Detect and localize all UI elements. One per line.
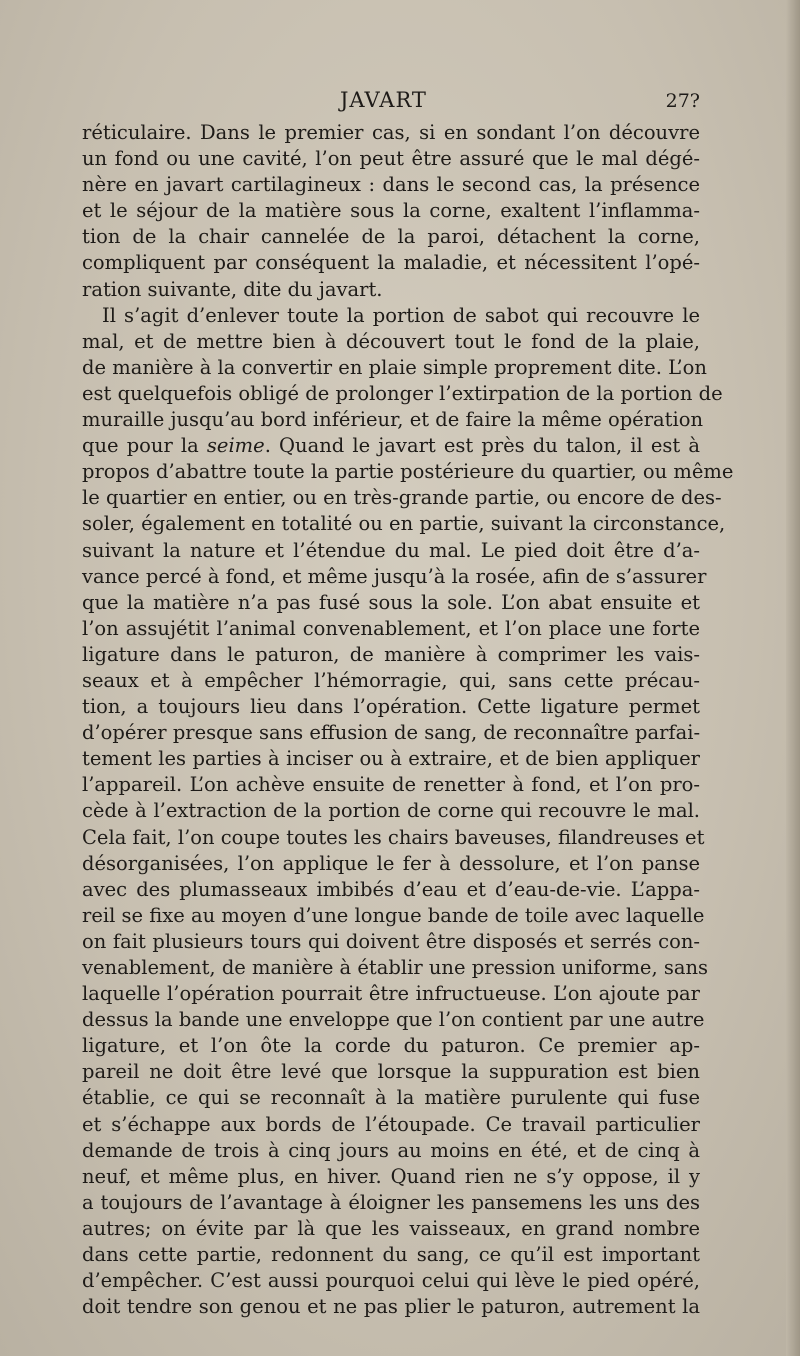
text-line: tion, a toujours lieu dans l’opération. Cette ligature permet [82, 695, 700, 719]
text-line: tion de la chair cannelée de la paroi, détachent la corne, [82, 225, 700, 249]
body-text [82, 120, 734, 1320]
text-line: neuf, et même plus, en hiver. Quand rien ne s’y oppose, il y [82, 1164, 700, 1188]
text-line: dans cette partie, redonnent du sang, ce qu’il est important [82, 1243, 700, 1267]
text-line: un fond ou une cavité, l’on peut être assuré que le mal dégé- [82, 147, 700, 171]
text-line: reil se fixe au moyen d’une longue bande de toile avec laquelle [82, 903, 705, 927]
page-number: 27? [665, 90, 700, 112]
text-line: Il s’agit d’enlever toute la portion de sabot qui recouvre le [102, 303, 700, 327]
text-line: propos d’abattre toute la partie postérieure du quartier, ou même [82, 460, 734, 484]
text-line: on fait plusieurs tours qui doivent être disposés et serrés con- [82, 929, 700, 953]
page-edge [786, 0, 800, 1356]
text-line: tement les parties à inciser ou à extraire, et de bien appliquer [82, 747, 700, 771]
text-line: l’on assujétit l’animal convenablement, et l’on place une forte [82, 616, 700, 640]
text-line: avec des plumasseaux imbibés d’eau et d’eau-de-vie. L’appa- [82, 877, 700, 901]
text-line: soler, également en totalité ou en partie, suivant la circonstance, [82, 512, 726, 536]
text-line: doit tendre son genou et ne pas plier le paturon, autrement la [82, 1295, 700, 1319]
text-line: de manière à la convertir en plaie simple proprement dite. L’on [82, 355, 707, 379]
text-line: pareil ne doit être levé que lorsque la suppuration est bien [82, 1060, 700, 1084]
text-line: venablement, de manière à établir une pression uniforme, sans [82, 956, 709, 979]
text-line: laquelle l’opération pourrait être infructueuse. L’on ajoute par [82, 982, 700, 1006]
text-line: demande de trois à cinq jours au moins en été, et de cinq à [82, 1138, 700, 1162]
text-line: compliquent par conséquent la maladie, et nécessitent l’opé- [82, 251, 700, 275]
text-line: ligature, et l’on ôte la corde du paturon. Ce premier ap- [82, 1034, 700, 1058]
running-head [82, 88, 700, 120]
text-line: seaux et à empêcher l’hémorragie, qui, sans cette précau- [82, 668, 700, 692]
text-line: établie, ce qui se reconnaît à la matière purulente qui fuse [82, 1086, 700, 1110]
text-line: ligature dans le paturon, de manière à comprimer les vais- [82, 642, 700, 666]
text-line: nère en javart cartilagineux : dans le second cas, la présence [82, 173, 700, 197]
text-line: Cela fait, l’on coupe toutes les chairs baveuses, filandreuses et [82, 825, 705, 849]
text-line: d’empêcher. C’est aussi pourquoi celui qui lève le pied opéré, [82, 1269, 700, 1293]
paragraph-1 [82, 120, 700, 303]
book-page [82, 88, 734, 1320]
running-title: JAVART [340, 88, 427, 112]
text-line: d’opérer presque sans effusion de sang, de reconnaître parfai- [82, 721, 701, 745]
text-line: le quartier en entier, ou en très-grande partie, ou encore de des- [82, 486, 722, 510]
paragraph-2 [82, 303, 734, 1321]
text-line: l’appareil. L’on achève ensuite de renetter à fond, et l’on pro- [82, 773, 700, 797]
text-line: ration suivante, dite du javart. [82, 277, 383, 301]
text-line: a toujours de l’avantage à éloigner les pansemens les uns des [82, 1190, 700, 1214]
text-line: et le séjour de la matière sous la corne, exaltent l’inflamma- [82, 199, 700, 223]
text-line: cède à l’extraction de la portion de corne qui recouvre le mal. [82, 799, 700, 823]
text-line: et s’échappe aux bords de l’étoupade. Ce travail particulier [82, 1112, 700, 1136]
text-line: désorganisées, l’on applique le fer à dessolure, et l’on panse [82, 851, 700, 875]
text-line: mal, et de mettre bien à découvert tout le fond de la plaie, [82, 329, 700, 353]
text-line: muraille jusqu’au bord inférieur, et de faire la même opération [82, 408, 704, 432]
text-line: réticulaire. Dans le premier cas, si en sondant l’on découvre [82, 121, 700, 144]
text-line: que pour la seime. Quand le javart est près du talon, il est à [82, 434, 700, 458]
text-line: suivant la nature et l’étendue du mal. Le pied doit être d’a- [82, 538, 700, 562]
text-line: autres; on évite par là que les vaisseaux, en grand nombre [82, 1216, 700, 1240]
text-line: est quelquefois obligé de prolonger l’extirpation de la portion de [82, 381, 723, 405]
text-line: vance percé à fond, et même jusqu’à la rosée, afin de s’assurer [82, 564, 707, 588]
text-line: que la matière n’a pas fusé sous la sole. L’on abat ensuite et [82, 590, 700, 614]
text-line: dessus la bande une enveloppe que l’on contient par une autre [82, 1008, 705, 1032]
